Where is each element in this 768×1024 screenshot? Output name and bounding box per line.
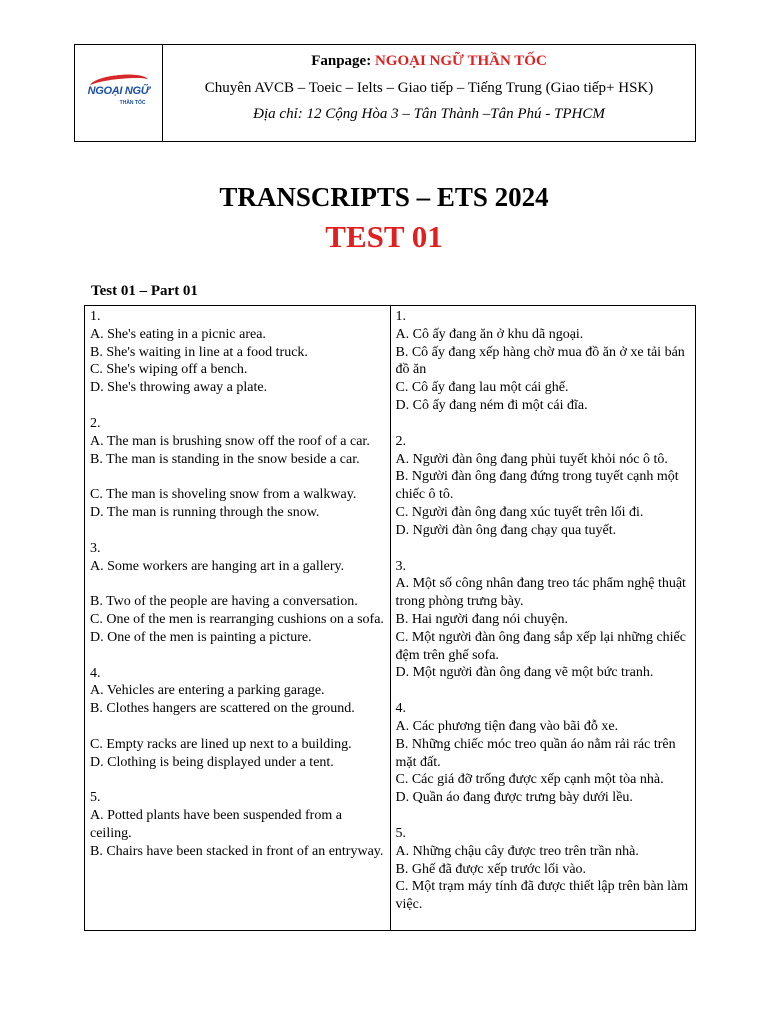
transcript-line: A. She's eating in a picnic area. bbox=[90, 326, 266, 342]
english-column bbox=[85, 306, 391, 931]
question-block bbox=[90, 789, 385, 860]
transcript-line: B. Người đàn ông đang đứng trong tuyết cạnh một chiếc ô tô. bbox=[395, 469, 679, 503]
transcript-line: A. Các phương tiện đang vào bãi đỗ xe. bbox=[395, 718, 619, 734]
address-line: Địa chỉ: 12 Cộng Hòa 3 – Tân Thành –Tân Phú - TPHCM bbox=[253, 106, 605, 122]
transcript-line: C. Các giá đỡ trống được xếp cạnh một tòa nhà. bbox=[395, 772, 664, 788]
transcript-line: B. Cô ấy đang xếp hàng chờ mua đồ ăn ở xe tải bán đồ ăn bbox=[395, 344, 685, 378]
transcript-line: D. The man is running through the snow. bbox=[90, 504, 320, 520]
transcript-line: C. Một người đàn ông đang sắp xếp lại những chiếc đệm trên ghế sofa. bbox=[395, 629, 686, 663]
transcript-line: C. Người đàn ông đang xúc tuyết trên lối đi. bbox=[395, 504, 644, 520]
transcript-line: B. Chairs have been stacked in front of an entryway. bbox=[90, 843, 384, 859]
transcript-line: 2. bbox=[90, 415, 101, 431]
transcript-line: 4. bbox=[90, 665, 101, 681]
line-gap bbox=[90, 468, 385, 486]
fanpage-name: NGOẠI NGỮ THẦN TỐC bbox=[374, 53, 547, 69]
transcript-line: B. Những chiếc móc treo quần áo nằm rải rác trên mặt đất. bbox=[395, 736, 676, 770]
question-block bbox=[90, 415, 385, 522]
transcript-line: 5. bbox=[90, 790, 101, 806]
transcript-line: A. Người đàn ông đang phủi tuyết khỏi nóc ô tô. bbox=[395, 451, 668, 467]
transcript-line: A. Potted plants have been suspended from a ceiling. bbox=[90, 808, 342, 841]
transcript-line: A. Some workers are hanging art in a gallery. bbox=[90, 558, 345, 574]
line-gap bbox=[90, 575, 385, 593]
transcript-line: B. The man is standing in the snow beside a car. bbox=[90, 451, 360, 467]
transcript-table bbox=[84, 305, 696, 931]
transcript-line: B. She's waiting in line at a food truck. bbox=[90, 344, 308, 360]
transcript-line: 3. bbox=[395, 558, 406, 574]
transcript-line: D. One of the men is painting a picture. bbox=[90, 629, 312, 645]
table-row bbox=[85, 306, 696, 931]
transcript-line: B. Clothes hangers are scattered on the ground. bbox=[90, 701, 355, 717]
transcript-line: 5. bbox=[395, 825, 406, 841]
transcript-line: 3. bbox=[90, 540, 101, 556]
transcript-line: 4. bbox=[395, 701, 406, 717]
brand-logo bbox=[86, 73, 152, 113]
part-title: Test 01 – Part 01 bbox=[91, 283, 198, 299]
question-block bbox=[396, 433, 691, 540]
transcript-line: D. She's throwing away a plate. bbox=[90, 380, 268, 396]
logo-text: NGOẠI NGỮ bbox=[87, 85, 150, 97]
transcript-line: C. The man is shoveling snow from a walkway. bbox=[90, 487, 357, 503]
transcript-line: 1. bbox=[90, 309, 101, 324]
transcript-line: B. Hai người đang nói chuyện. bbox=[395, 611, 568, 627]
question-block bbox=[396, 558, 691, 683]
transcript-line: C. One of the men is rearranging cushions on a sofa. bbox=[90, 611, 384, 627]
fanpage-label: Fanpage: bbox=[311, 53, 375, 69]
logo-subtext: THẦN TỐC bbox=[119, 100, 146, 106]
question-block bbox=[90, 540, 385, 647]
transcript-line: A. Một số công nhân đang treo tác phẩm nghệ thuật trong phòng trưng bày. bbox=[395, 576, 686, 610]
transcript-line: A. Những chậu cây được treo trên trần nhà. bbox=[395, 843, 639, 859]
transcript-line: D. Người đàn ông đang chạy qua tuyết. bbox=[395, 522, 617, 538]
transcript-line: C. Empty racks are lined up next to a building. bbox=[90, 736, 352, 752]
transcript-line: 1. bbox=[395, 309, 406, 324]
question-block bbox=[90, 665, 385, 772]
courses-line: Chuyên AVCB – Toeic – Ielts – Giao tiếp – Tiếng Trung (Giao tiếp+ HSK) bbox=[204, 80, 654, 96]
logo-cell bbox=[75, 45, 163, 141]
line-gap bbox=[90, 718, 385, 736]
transcript-line: D. Quần áo đang được trưng bày dưới lều. bbox=[395, 790, 633, 806]
question-block bbox=[90, 308, 385, 397]
header-info bbox=[163, 45, 695, 141]
transcript-line: D. Clothing is being displayed under a tent. bbox=[90, 754, 334, 770]
header-box bbox=[74, 44, 696, 142]
transcript-line: B. Ghế đã được xếp trước lối vào. bbox=[395, 861, 587, 877]
transcript-line: D. Cô ấy đang ném đi một cái đĩa. bbox=[395, 397, 588, 413]
document-title: TRANSCRIPTS – ETS 2024 bbox=[219, 182, 549, 212]
transcript-line: A. The man is brushing snow off the roof of a car. bbox=[90, 433, 370, 449]
transcript-line: D. Một người đàn ông đang vẽ một bức tranh. bbox=[395, 665, 654, 681]
question-block bbox=[396, 700, 691, 807]
transcript-line: 2. bbox=[395, 433, 406, 449]
question-block bbox=[396, 825, 691, 914]
transcript-line: B. Two of the people are having a conversation. bbox=[90, 594, 358, 610]
vietnamese-column bbox=[390, 306, 696, 931]
transcript-line: C. She's wiping off a bench. bbox=[90, 362, 248, 378]
transcript-line: C. Một trạm máy tính đã được thiết lập trên bàn làm việc. bbox=[395, 879, 689, 913]
transcript-line: C. Cô ấy đang lau một cái ghế. bbox=[395, 380, 569, 396]
transcript-line: A. Cô ấy đang ăn ở khu dã ngoại. bbox=[395, 326, 584, 342]
question-block bbox=[396, 308, 691, 415]
transcript-line: A. Vehicles are entering a parking garage. bbox=[90, 683, 325, 699]
fanpage-line bbox=[163, 53, 695, 70]
test-title: TEST 01 bbox=[325, 219, 443, 254]
